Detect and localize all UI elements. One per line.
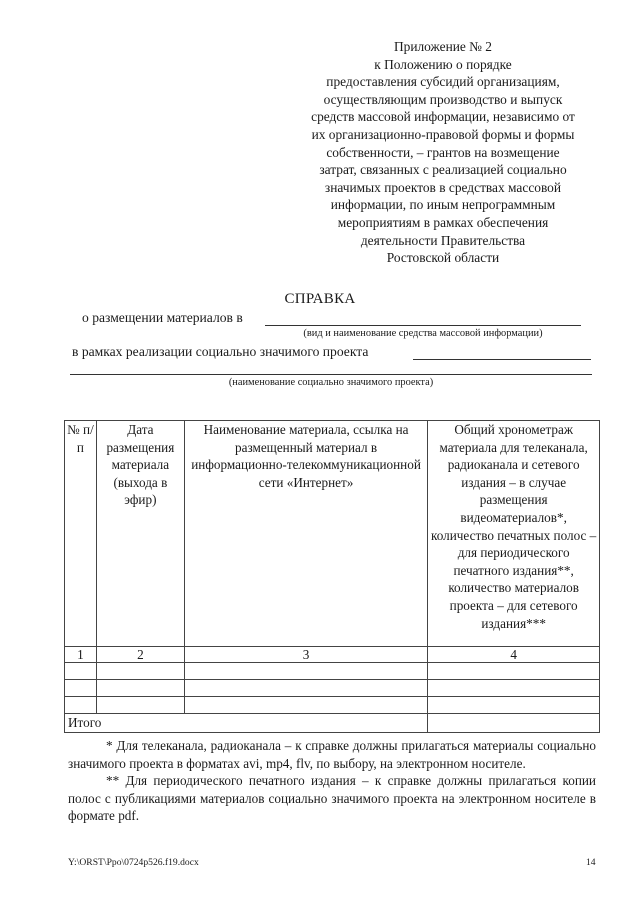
table-cell[interactable] [65,680,97,697]
table-cell[interactable] [184,663,427,680]
table-header-row [65,421,600,647]
total-label: Итого [65,714,428,733]
media-name-hint: (вид и наименование средства массовой информации) [303,328,543,339]
header-line: затрат, связанных с реализацией социально [319,162,567,178]
table-cell[interactable] [65,663,97,680]
header-line: к Положению о порядке [374,56,512,72]
project-name-hint: (наименование социально значимого проекта) [228,377,434,388]
table-cell[interactable] [96,663,184,680]
table-cell[interactable] [65,697,97,714]
project-name-line[interactable] [413,359,591,360]
table-cell[interactable] [184,680,427,697]
column-number: 4 [428,647,600,663]
header-line: средств массовой информации, независимо от [311,109,575,125]
document-title: СПРАВКА [284,291,356,307]
table-cell[interactable] [96,697,184,714]
footnotes [68,737,596,825]
table-row [65,680,600,697]
header-line: мероприятиям в рамках обеспечения [337,214,549,230]
header-line: собственности, – грантов на возмещение [326,144,560,160]
project-name-line-2[interactable] [70,374,592,375]
total-row [65,714,600,733]
page-number: 14 [586,857,596,868]
column-number: 3 [184,647,427,663]
header-line: осуществляющим производство и выпуск [323,91,563,107]
column-number-row [65,647,600,663]
header-line: деятельности Правительства [360,232,526,248]
header-line: Приложение № 2 [393,39,493,54]
table-row [65,663,600,680]
header-line: значимых проектов в средствах массовой [324,179,562,195]
header-duration: Общий хронометраж материала для телеканала, радиоканала и сетевого издания – в случае размещения видеоматериалов*, количество печатных полос – для периодического печатного издания**, количество материалов проекта – для сетевого издания*** [428,421,600,647]
table-cell[interactable] [184,697,427,714]
table-cell[interactable] [428,663,600,680]
footnote-broadcast: * Для телеканала, радиоканала – к справке должны прилагаться материалы социально значимого проекта в форматах avi, mp4, flv, по выбору, на электронном носителе. [68,738,596,771]
header-line: их организационно-правовой формы и формы [311,126,575,142]
header-line: информации, по иным непрограммным [330,197,556,213]
project-label: в рамках реализации социально значимого проекта [72,344,369,359]
file-path: Y:\ORST\Ppo\0724p526.f19.docx [68,857,199,868]
column-number: 1 [65,647,97,663]
media-name-line[interactable] [265,325,581,326]
table-cell[interactable] [428,697,600,714]
header-line: предоставления субсидий организациям, [326,74,560,90]
appendix-header [298,38,588,267]
header-material-name: Наименование материала, ссылка на размещенный материал в информационно-телекоммуникационной сети «Интернет» [184,421,427,647]
total-value-cell[interactable] [428,714,600,733]
header-date: Дата размещения материала (выхода в эфир) [96,421,184,647]
footnote-print: ** Для периодического печатного издания – к справке должны прилагаться копии полос с публикациями материалов социально значимого проекта на электронном носителе в формате pdf. [68,773,596,823]
table-cell[interactable] [428,680,600,697]
placement-label: о размещении материалов в [82,310,243,325]
table-row [65,697,600,714]
header-line: Ростовской области [386,250,500,266]
table-cell[interactable] [96,680,184,697]
column-number: 2 [96,647,184,663]
header-number: № п/п [65,421,97,647]
materials-table [64,420,600,733]
